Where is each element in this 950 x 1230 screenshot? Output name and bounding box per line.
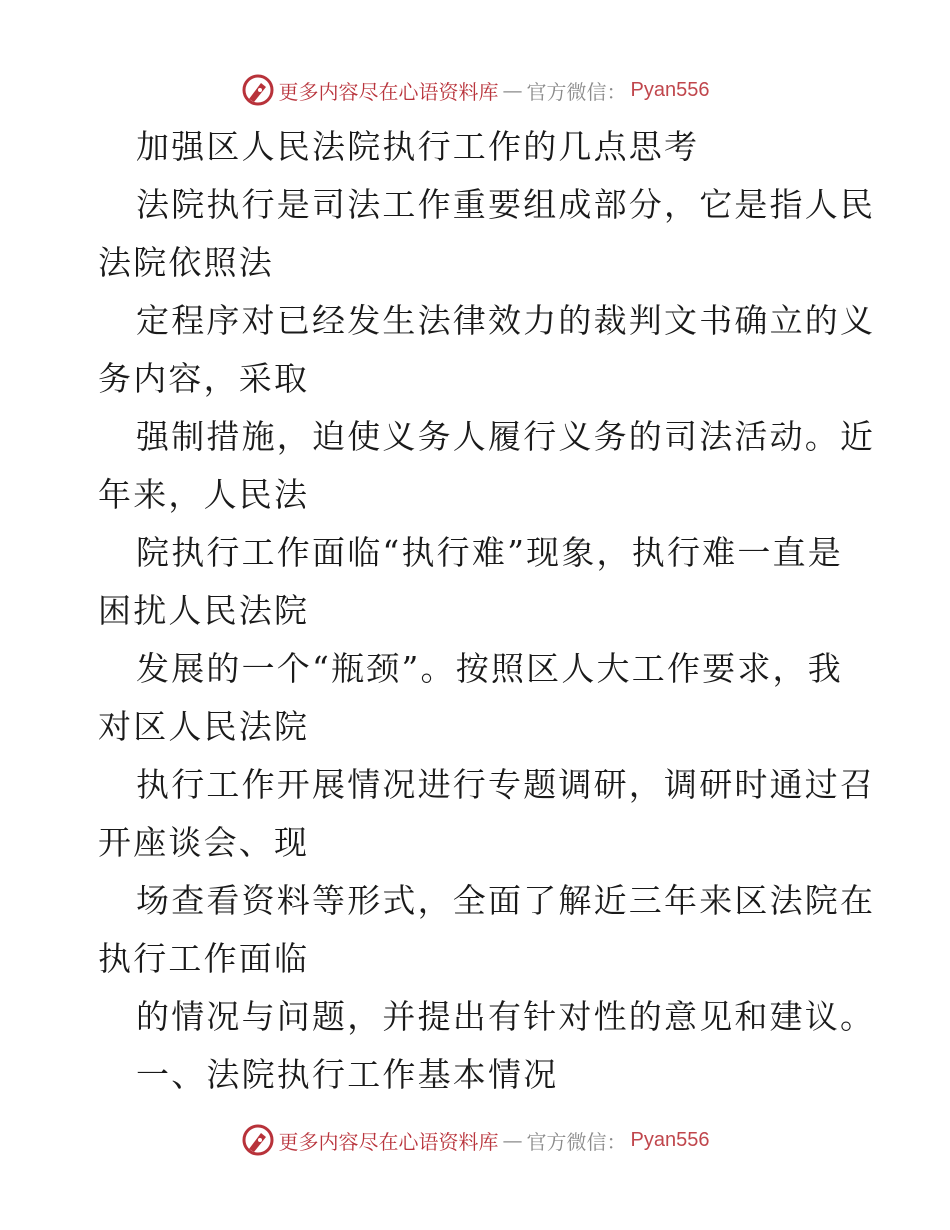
text-line: 执行工作开展情况进行专题调研，调研时通过召	[136, 765, 876, 804]
footer-banner[interactable]	[0, 1120, 950, 1160]
text-line: 的情况与问题，并提出有针对性的意见和建议。	[136, 997, 876, 1036]
text-line: 法院依照法	[98, 243, 274, 282]
text-line: 场查看资料等形式，全面了解近三年来区法院在	[136, 881, 876, 920]
text-line: 强制措施，迫使义务人履行义务的司法活动。近	[136, 417, 876, 456]
banner-wechat-label: 官方微信：	[526, 1129, 627, 1154]
text-line: 发展的一个“瓶颈”。按照区人大工作要求，我	[136, 649, 843, 688]
text-line: 对区人民法院	[98, 707, 310, 746]
banner-dash: —	[502, 1128, 523, 1152]
text-line: 开座谈会、现	[98, 823, 310, 862]
header-banner[interactable]	[0, 70, 950, 110]
section-heading: 一、法院执行工作基本情况	[136, 1055, 559, 1094]
document-body	[98, 118, 876, 1104]
text-line: 定程序对已经发生法律效力的裁判文书确立的义	[136, 301, 876, 340]
text-line: 年来，人民法	[98, 475, 310, 514]
banner-wechat-handle: Pyan556	[630, 78, 710, 101]
banner-wechat-label: 官方微信：	[526, 79, 627, 104]
banner-main-text: 更多内容尽在心语资料库	[278, 79, 499, 104]
text-line: 法院执行是司法工作重要组成部分，它是指人民	[136, 185, 876, 224]
text-line: 务内容，采取	[98, 359, 310, 398]
document-title: 加强区人民法院执行工作的几点思考	[136, 127, 700, 166]
banner-wechat-handle: Pyan556	[630, 1128, 710, 1151]
pen-nib-seal-icon	[241, 1123, 275, 1157]
text-line: 困扰人民法院	[98, 591, 310, 630]
banner-dash: —	[502, 78, 523, 102]
banner-main-text: 更多内容尽在心语资料库	[278, 1129, 499, 1154]
text-line: 院执行工作面临“执行难”现象，执行难一直是	[136, 533, 843, 572]
text-line: 执行工作面临	[98, 939, 310, 978]
pen-nib-seal-icon	[241, 73, 275, 107]
